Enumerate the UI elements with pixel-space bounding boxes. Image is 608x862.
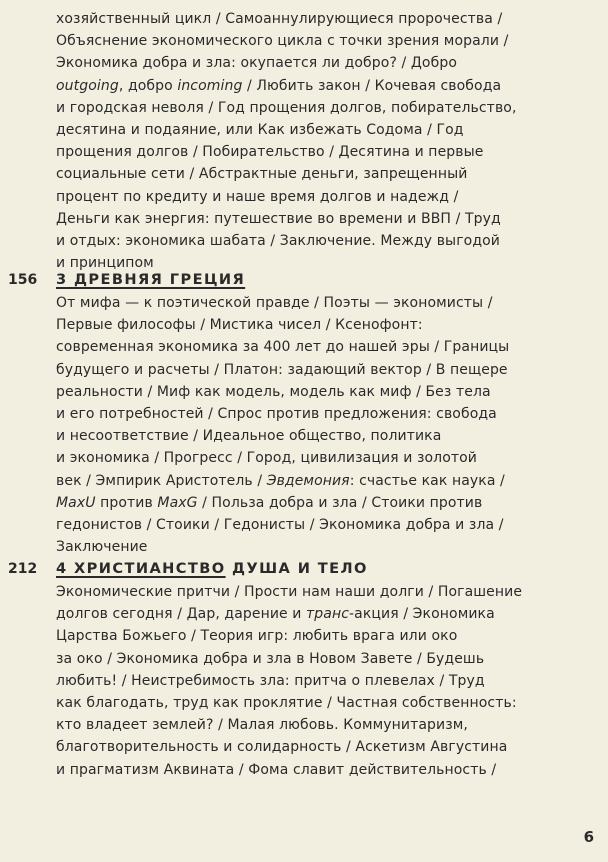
- toc-line: От мифа — к поэтической правде / Поэты — экономисты /: [56, 295, 493, 311]
- toc-line: Экономика добра и зла: окупается ли добро? / Добро: [56, 55, 457, 72]
- toc-line: долгов сегодня / Дар, дарение и транс-акция / Экономика: [56, 606, 495, 623]
- toc-line-italic-part: outgoing: [56, 77, 119, 94]
- chapter-3: [56, 269, 546, 558]
- toc-line: Экономические притчи / Прости нам наши долги / Погашение: [56, 584, 523, 600]
- toc-line: современная экономика за 400 лет до нашей эры / Границы: [56, 339, 510, 356]
- chapter-3-title-text: 3 ДРЕВНЯЯ ГРЕЦИЯ: [56, 271, 246, 288]
- chapter-4: [56, 558, 546, 781]
- toc-line: и его потребностей / Спрос против предложения: свобода: [56, 406, 497, 423]
- toc-line: за око / Экономика добра и зла в Новом Завете / Будешь: [56, 650, 485, 667]
- chapter-4-title-subtitle: ДУША И ТЕЛО: [225, 560, 368, 577]
- toc-line: хозяйственный цикл / Самоаннулирующиеся пророчества /: [56, 11, 503, 27]
- chapter-4-title-number: 4 ХРИСТИАНСТВО: [56, 560, 226, 577]
- toc-line: MaxU против MaxG / Польза добра и зла / Стоики против: [56, 494, 483, 511]
- toc-line: реальности / Миф как модель, модель как миф / Без тела: [56, 383, 491, 400]
- chapter-3-title: [56, 269, 546, 291]
- toc-line: Заключение: [56, 539, 148, 556]
- toc-line: и несоответствие / Идеальное общество, политика: [56, 428, 442, 445]
- toc-line: Царства Божьего / Теория игр: любить врага или око: [56, 628, 458, 645]
- toc-line: век / Эмпирик Аристотель / Эвдемония: счастье как наука /: [56, 472, 505, 489]
- chapter-4-page-number: 212: [8, 561, 38, 577]
- toc-line: и принципом: [56, 255, 154, 272]
- toc-line: и прагматизм Аквината / Фома славит действительность /: [56, 761, 497, 778]
- toc-line: outgoing, добро incoming / Любить закон / Кочевая свобода: [56, 77, 502, 94]
- toc-line: прощения долгов / Побирательство / Десятина и первые: [56, 144, 484, 161]
- chapter-2-continuation: [56, 8, 546, 274]
- chapter-4-title: [56, 558, 546, 580]
- toc-line: десятина и подаяние, или Как избежать Содома / Год: [56, 122, 464, 139]
- toc-line: и городская неволя / Год прощения долгов, побирательство,: [56, 99, 517, 116]
- toc-line: гедонистов / Стоики / Гедонисты / Экономика добра и зла /: [56, 517, 504, 534]
- toc-line: как благодать, труд как проклятие / Частная собственность:: [56, 695, 517, 712]
- toc-line: Первые философы / Мистика чисел / Ксенофонт:: [56, 317, 423, 334]
- toc-line: кто владеет землей? / Малая любовь. Коммунитаризм,: [56, 717, 468, 734]
- toc-line: социальные сети / Абстрактные деньги, запрещенный: [56, 166, 468, 183]
- toc-line: Объяснение экономического цикла с точки зрения морали /: [56, 33, 509, 50]
- toc-line: благотворительность и солидарность / Аскетизм Августина: [56, 739, 508, 756]
- toc-line: будущего и расчеты / Платон: задающий вектор / В пещере: [56, 361, 508, 378]
- page-number: 6: [583, 828, 594, 846]
- toc-line: и отдых: экономика шабата / Заключение. Между выгодой: [56, 233, 500, 250]
- toc-line: и экономика / Прогресс / Город, цивилизация и золотой: [56, 450, 478, 467]
- chapter-3-page-number: 156: [8, 272, 38, 288]
- toc-line: любить! / Неистребимость зла: притча о плевелах / Труд: [56, 672, 485, 689]
- toc-line: процент по кредиту и наше время долгов и надежд /: [56, 188, 459, 205]
- toc-line: Деньги как энергия: путешествие во времени и ВВП / Труд: [56, 210, 501, 227]
